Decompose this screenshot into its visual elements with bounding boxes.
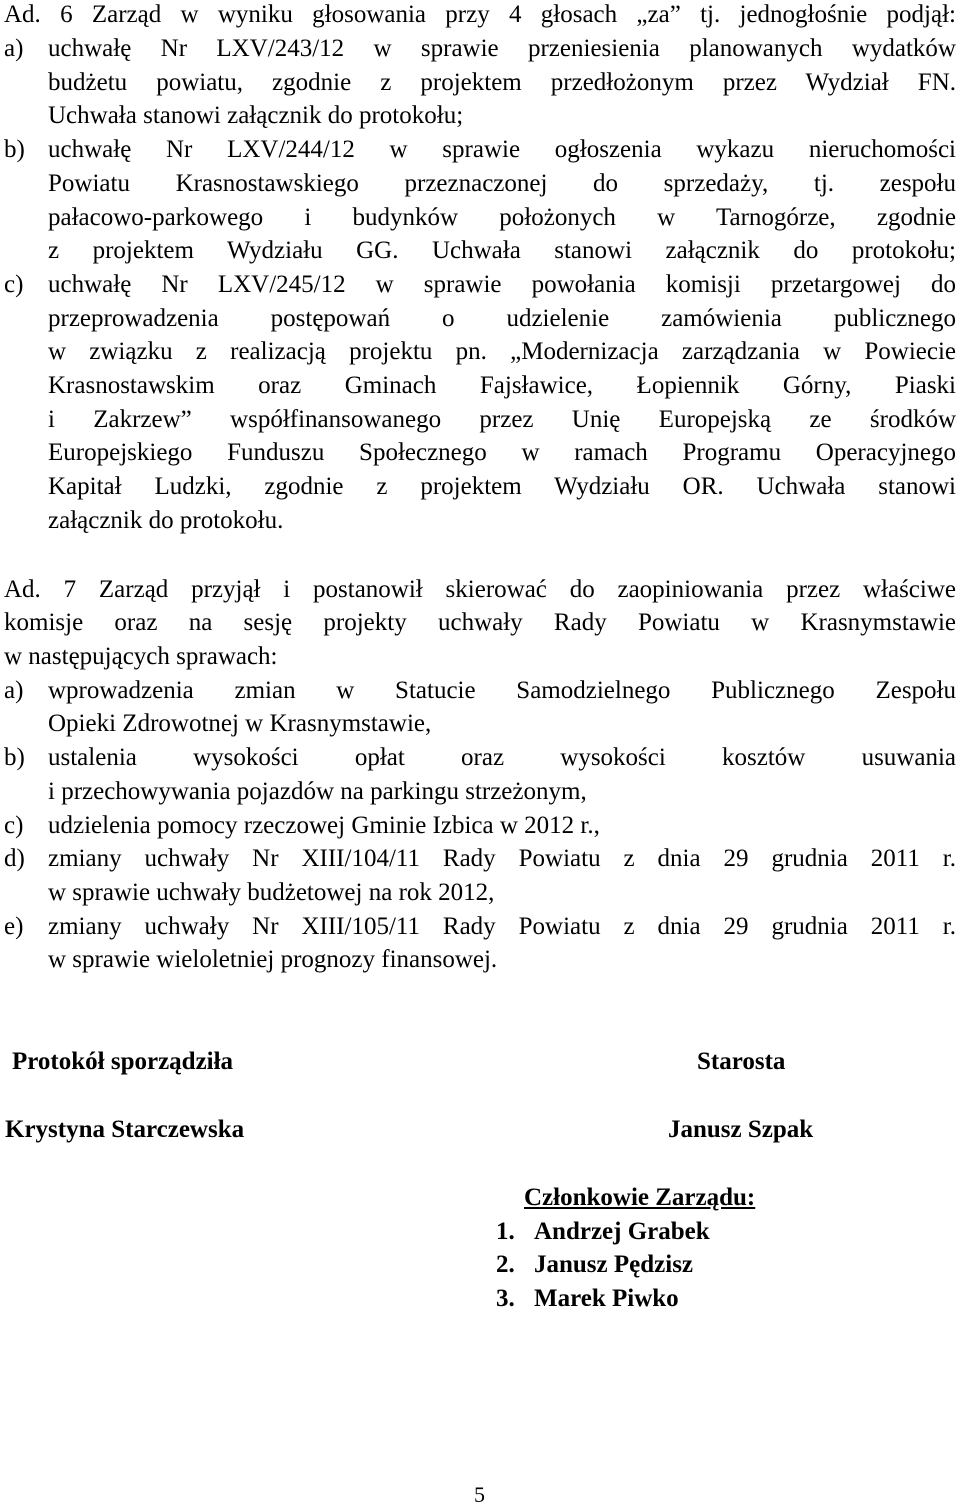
protocol-author-name: Krystyna Starczewska bbox=[5, 1116, 245, 1143]
board-member-name: Andrzej Grabek bbox=[534, 1218, 710, 1245]
ad6-item-a-line: uchwałę Nr LXV/243/12 w sprawie przeniesienia planowanych wydatków bbox=[48, 35, 956, 62]
ad7-item-a-line: Opieki Zdrowotnej w Krasnymstawie, bbox=[48, 710, 432, 737]
ad7-item-d-label: d) bbox=[4, 845, 25, 872]
ad6-item-c-line: przeprowadzenia postępowań o udzielenie zamówienia publicznego bbox=[48, 305, 956, 332]
ad7-item-c-line: udzielenia pomocy rzeczowej Gminie Izbica w 2012 r., bbox=[48, 812, 600, 839]
ad7-intro-line: w następujących sprawach: bbox=[4, 643, 278, 670]
ad6-item-c-line: Kapitał Ludzki, zgodnie z projektem Wydziału OR. Uchwała stanowi bbox=[48, 473, 956, 500]
starosta-title: Starosta bbox=[697, 1048, 786, 1075]
ad7-intro-line: komisje oraz na sesję projekty uchwały Rady Powiatu w Krasnymstawie bbox=[4, 609, 956, 636]
ad6-intro: Ad. 6 Zarząd w wyniku głosowania przy 4 głosach „za” tj. jednogłośnie podjął: bbox=[4, 1, 956, 28]
ad7-item-d-line: zmiany uchwały Nr XIII/104/11 Rady Powiatu z dnia 29 grudnia 2011 r. bbox=[48, 845, 956, 872]
board-member-name: Janusz Pędzisz bbox=[534, 1251, 694, 1278]
ad6-item-c-line: załącznik do protokołu. bbox=[48, 507, 284, 534]
ad6-item-c-line: Europejskiego Funduszu Społecznego w ramach Programu Operacyjnego bbox=[48, 439, 956, 466]
board-member-number: 1. bbox=[496, 1218, 515, 1245]
ad6-item-c-line: uchwałę Nr LXV/245/12 w sprawie powołania komisji przetargowej do bbox=[48, 271, 956, 298]
starosta-name: Janusz Szpak bbox=[668, 1116, 814, 1143]
ad7-item-b-label: b) bbox=[4, 744, 25, 771]
ad6-item-b-label: b) bbox=[4, 136, 25, 163]
board-members-title: Członkowie Zarządu: bbox=[524, 1184, 756, 1211]
ad7-item-a-label: a) bbox=[4, 677, 24, 704]
page-number: 5 bbox=[474, 1482, 485, 1507]
ad6-item-b-line: pałacowo-parkowego i budynków położonych w Tarnogórze, zgodnie bbox=[48, 204, 956, 231]
ad7-item-b-line: i przechowywania pojazdów na parkingu strzeżonym, bbox=[48, 778, 587, 805]
ad6-item-c-line: i Zakrzew” współfinansowanego przez Unię Europejską ze środków bbox=[48, 406, 956, 433]
ad6-item-a-label: a) bbox=[4, 35, 24, 62]
ad7-item-b-line: ustalenia wysokości opłat oraz wysokości kosztów usuwania bbox=[48, 744, 956, 771]
board-member-number: 2. bbox=[496, 1251, 515, 1278]
board-member-name: Marek Piwko bbox=[534, 1285, 679, 1312]
ad6-item-a-line: Uchwała stanowi załącznik do protokołu; bbox=[48, 102, 464, 129]
ad6-item-c-line: Krasnostawskim oraz Gminach Fajsławice, Łopiennik Górny, Piaski bbox=[48, 372, 956, 399]
protocol-author-title: Protokół sporządziła bbox=[12, 1048, 234, 1075]
ad7-item-c-label: c) bbox=[4, 812, 24, 839]
ad6-item-a-line: budżetu powiatu, zgodnie z projektem przedłożonym przez Wydział FN. bbox=[48, 69, 956, 96]
ad7-item-a-line: wprowadzenia zmian w Statucie Samodzielnego Publicznego Zespołu bbox=[48, 677, 956, 704]
ad6-item-b-line: z projektem Wydziału GG. Uchwała stanowi załącznik do protokołu; bbox=[48, 237, 956, 264]
ad7-item-e-line: w sprawie wieloletniej prognozy finansowej. bbox=[48, 946, 498, 973]
board-member-number: 3. bbox=[496, 1285, 515, 1312]
ad6-item-c-line: w związku z realizacją projektu pn. „Modernizacja zarządzania w Powiecie bbox=[48, 338, 956, 365]
ad6-item-b-line: uchwałę Nr LXV/244/12 w sprawie ogłoszenia wykazu nieruchomości bbox=[48, 136, 956, 163]
ad6-item-b-line: Powiatu Krasnostawskiego przeznaczonej do sprzedaży, tj. zespołu bbox=[48, 170, 956, 197]
ad7-item-e-line: zmiany uchwały Nr XIII/105/11 Rady Powiatu z dnia 29 grudnia 2011 r. bbox=[48, 913, 956, 940]
ad7-item-d-line: w sprawie uchwały budżetowej na rok 2012, bbox=[48, 879, 495, 906]
ad7-intro-line: Ad. 7 Zarząd przyjął i postanowił skierować do zaopiniowania przez właściwe bbox=[4, 576, 956, 603]
ad6-item-c-label: c) bbox=[4, 271, 24, 298]
ad7-item-e-label: e) bbox=[4, 913, 24, 940]
